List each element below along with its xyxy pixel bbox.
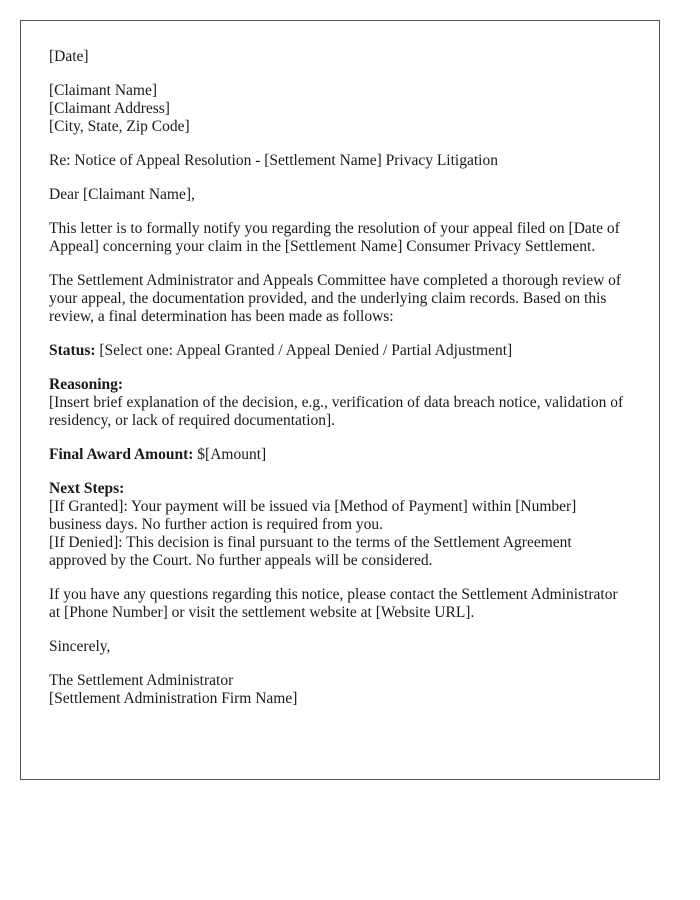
review-paragraph: The Settlement Administrator and Appeals Committee have completed a thorough review of your appeal, the documentation provided, and the underlying claim records. Based on this review, a final determination has been made as follows: — [49, 272, 622, 325]
next-steps-label: Next Steps: — [49, 480, 125, 497]
reasoning-label: Reasoning: — [49, 376, 124, 393]
salutation: Dear [Claimant Name], — [49, 186, 195, 203]
final-award-value: $[Amount] — [197, 446, 267, 463]
reasoning-value: [Insert brief explanation of the decision, e.g., verification of data breach notice, validation of residency, or lack of required documentation]. — [49, 394, 624, 429]
letter-date — [49, 48, 631, 66]
next-steps-if-granted: [If Granted]: Your payment will be issued via [Method of Payment] within [Number] business days. No further action is required from you. — [49, 498, 577, 533]
signature-block — [49, 672, 631, 708]
recipient-city-state-zip: [City, State, Zip Code] — [49, 118, 190, 135]
contact-paragraph: If you have any questions regarding this notice, please contact the Settlement Administrator at [Phone Number] or visit the settlement website at [Website URL]. — [49, 586, 618, 621]
letter-page — [20, 20, 660, 780]
signature-title: The Settlement Administrator — [49, 672, 234, 689]
next-steps-section — [49, 480, 631, 570]
final-award-section — [49, 446, 631, 464]
intro-paragraph: This letter is to formally notify you regarding the resolution of your appeal filed on [Date of Appeal] concerning your claim in the [Settlement Name] Consumer Privacy Settlement. — [49, 220, 620, 255]
recipient-address: [Claimant Address] — [49, 100, 170, 117]
next-steps-if-denied: [If Denied]: This decision is final pursuant to the terms of the Settlement Agreement approved by the Court. No further appeals will be considered. — [49, 534, 572, 569]
date-text: [Date] — [49, 48, 89, 65]
final-award-label: Final Award Amount: — [49, 446, 194, 463]
recipient-address-block — [49, 82, 631, 136]
status-value: [Select one: Appeal Granted / Appeal Denied / Partial Adjustment] — [99, 342, 513, 359]
status-section — [49, 342, 631, 360]
recipient-name: [Claimant Name] — [49, 82, 158, 99]
re-line: Re: Notice of Appeal Resolution - [Settlement Name] Privacy Litigation — [49, 152, 498, 169]
reasoning-section — [49, 376, 631, 430]
closing: Sincerely, — [49, 638, 111, 655]
status-label: Status: — [49, 342, 96, 359]
signature-firm: [Settlement Administration Firm Name] — [49, 690, 298, 707]
